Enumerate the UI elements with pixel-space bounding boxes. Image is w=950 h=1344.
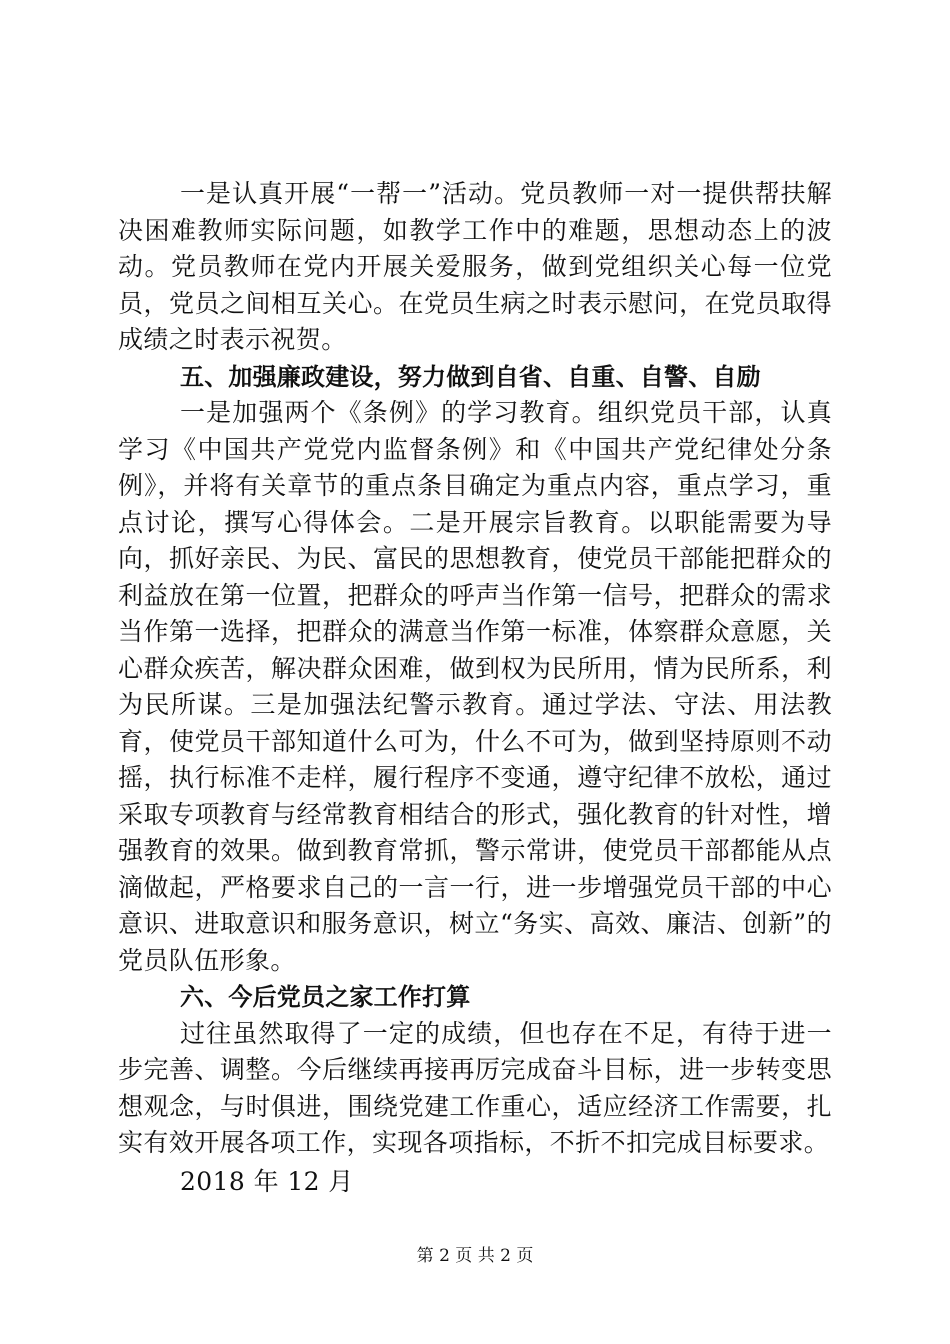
- paragraph-integrity-education: 一是加强两个《条例》的学习教育。组织党员干部，认真学习《中国共产党党内监督条例》和《中国共产党纪律处分条例》，并将有关章节的重点条目确定为重点内容，重点学习，重点讨论，撰写心得体会。二是开展宗旨教育。以职能需要为导向，抓好亲民、为民、富民的思想教育，使党员干部能把群众的利益放在第一位置，把群众的呼声当作第一信号，把群众的需求当作第一选择，把群众的满意当作第一标准，体察群众意愿，关心群众疾苦，解决群众困难，做到权为民所用，情为民所系，利为民所谋。三是加强法纪警示教育。通过学法、守法、用法教育，使党员干部知道什么可为，什么不可为，做到坚持原则不动摇，执行标准不走样，履行程序不变通，遵守纪律不放松，通过采取专项教育与经常教育相结合的形式，强化教育的针对性，增强教育的效果。做到教育常抓，警示常讲，使党员干部都能从点滴做起，严格要求自己的一言一行，进一步增强党员干部的中心意识、进取意识和服务意识，树立“务实、高效、廉洁、创新”的党员队伍形象。: [118, 398, 832, 975]
- paragraph-future-plan: 过往虽然取得了一定的成绩，但也存在不足，有待于进一步完善、调整。今后继续再接再厉完成奋斗目标，进一步转变思想观念，与时俱进，围绕党建工作重心，适应经济工作需要，扎实有效开展各项工作，实现各项指标，不折不扣完成目标要求。: [118, 1018, 832, 1157]
- page-footer: 第 2 页 共 2 页: [416, 1246, 534, 1266]
- section-heading-five: 五、加强廉政建设，努力做到自省、自重、自警、自励: [180, 362, 761, 391]
- paragraph-help-activity: 一是认真开展“一帮一”活动。党员教师一对一提供帮扶解决困难教师实际问题，如教学工作中的难题，思想动态上的波动。党员教师在党内开展关爱服务，做到党组织关心每一位党员，党员之间相互关心。在党员生病之时表示慰问，在党员取得成绩之时表示祝贺。: [118, 179, 832, 354]
- document-body: [118, 176, 832, 1200]
- section-heading-six: 六、今后党员之家工作打算: [180, 983, 471, 1011]
- document-date: 2018 年 12 月: [180, 1166, 354, 1196]
